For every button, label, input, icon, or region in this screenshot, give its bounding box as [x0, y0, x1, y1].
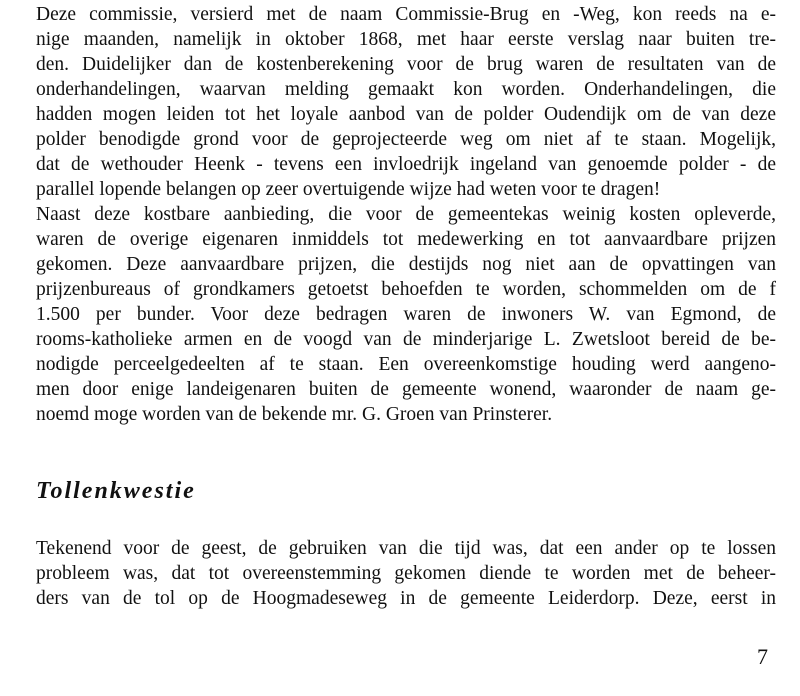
- text-line: dat de wethouder Heenk - tevens een invloedrijk ingeland van genoemde polder - de: [36, 154, 776, 175]
- page-number: 7: [757, 644, 768, 669]
- text-line: 1.500 per bunder. Voor deze bedragen waren de inwoners W. van Egmond, de: [36, 304, 776, 325]
- body-paragraph: [36, 536, 776, 611]
- section-heading: Tollenkwestie: [36, 478, 196, 504]
- text-line: Tekenend voor de geest, de gebruiken van die tijd was, dat een ander op te lossen: [36, 538, 776, 559]
- text-line: probleem was, dat tot overeenstemming gekomen diende te worden met de beheer-: [36, 563, 776, 584]
- text-line: den. Duidelijker dan de kostenberekening voor de brug waren de resultaten van de: [36, 54, 776, 75]
- body-paragraph: [36, 2, 776, 427]
- text-line: Naast deze kostbare aanbieding, die voor de gemeentekas weinig kosten opleverde,: [36, 204, 776, 225]
- text-line: gekomen. Deze aanvaardbare prijzen, die destijds nog niet aan de opvattingen van: [36, 254, 776, 275]
- text-line: polder benodigde grond voor de geprojecteerde weg om niet af te staan. Mogelijk,: [36, 129, 776, 150]
- text-line: prijzenbureaus of grondkamers getoetst behoefden te worden, schommelden om de f: [36, 279, 776, 300]
- text-line: Deze commissie, versierd met de naam Commissie-Brug en -Weg, kon reeds na e-: [36, 4, 776, 25]
- text-line: rooms-katholieke armen en de voogd van de minderjarige L. Zwetsloot bereid de be-: [36, 329, 776, 350]
- text-line: noemd moge worden van de bekende mr. G. Groen van Prinsterer.: [36, 404, 553, 425]
- text-line: parallel lopende belangen op zeer overtuigende wijze had weten voor te dragen!: [36, 179, 661, 200]
- text-line: nige maanden, namelijk in oktober 1868, met haar eerste verslag naar buiten tre-: [36, 29, 776, 50]
- text-line: ders van de tol op de Hoogmadeseweg in de gemeente Leiderdorp. Deze, eerst in: [36, 588, 776, 609]
- text-line: nodigde perceelgedeelten af te staan. Een overeenkomstige houding werd aangeno-: [36, 354, 776, 375]
- text-line: onderhandelingen, waarvan melding gemaakt kon worden. Onderhandelingen, die: [36, 79, 776, 100]
- text-line: men door enige landeigenaren buiten de gemeente wonend, waaronder de naam ge-: [36, 379, 776, 400]
- text-line: hadden mogen leiden tot het loyale aanbod van de polder Oudendijk om de van deze: [36, 104, 776, 125]
- text-line: waren de overige eigenaren inmiddels tot medewerking en tot aanvaardbare prijzen: [36, 229, 776, 250]
